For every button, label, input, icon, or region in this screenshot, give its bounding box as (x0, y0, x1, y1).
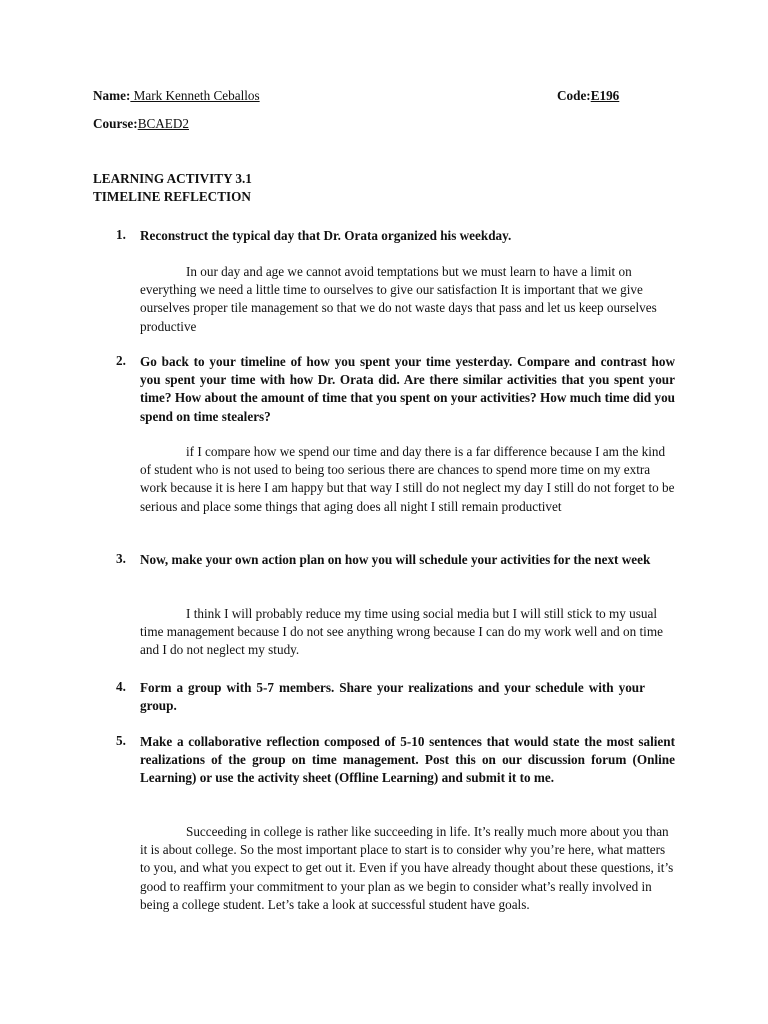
course-value: BCAED2 (137, 116, 189, 131)
activity-subtitle: TIMELINE REFLECTION (93, 189, 251, 204)
question-number: 4. (116, 679, 126, 694)
question-text: Go back to your timeline of how you spent your time yesterday. Compare and contrast how you spent your time with how Dr. Orata did. Are there similar activities that you spent your time? How about the amount of time that you spent on your activities? How much time did you spend on time stealers? (140, 354, 675, 424)
name-field (93, 88, 260, 104)
answer-text: In our day and age we cannot avoid temptations but we must learn to have a limit on everything we need a little time to ourselves to give our satisfaction It is important that we give ourselves proper tile management so that we do not waste days that pass and let us keep ourselves productive (140, 264, 657, 334)
question-text: Reconstruct the typical day that Dr. Orata organized his weekday. (140, 228, 512, 243)
answer-text: I think I will probably reduce my time using social media but I will still stick to my usual time management because I do not see anything wrong because I can do my work well and on time and I do not neglect my study. (140, 606, 663, 658)
course-field (93, 116, 189, 132)
answer-text: if I compare how we spend our time and day there is a far difference because I am the kind of student who is not used to being too serious there are chances to spend more time on my extra work because it is here I am happy but that way I still do not neglect my day I still do not forget to be serious and place some things that aging does all night I still remain productivet (140, 444, 675, 514)
activity-title: LEARNING ACTIVITY 3.1 (93, 171, 252, 186)
question-number: 5. (116, 733, 126, 748)
question-text: Make a collaborative reflection composed of 5-10 sentences that would state the most salient realizations of the group on time management. Post this on our discussion forum (Online Learning) or use the activity sheet (Offline Learning) and submit it to me. (140, 734, 675, 786)
question-text: Form a group with 5-7 members. Share your realizations and your schedule with your group. (140, 680, 645, 714)
code-field (557, 88, 619, 104)
code-label: Code: (557, 88, 591, 103)
name-label: Name: (93, 88, 131, 103)
question-number: 2. (116, 353, 126, 368)
name-value: Mark Kenneth Ceballos (130, 88, 260, 103)
question-number: 1. (116, 227, 126, 242)
answer-text: Succeeding in college is rather like succeeding in life. It’s really much more about you than it is about college. So the most important place to start is to consider why you’re here, what matters to you, and what you expect to get out it. Even if you have already thought about these questions, it’s good to reaffirm your commitment to your plan as we begin to consider what’s really involved in being a college student. Let’s take a look at successful student have goals. (140, 824, 674, 912)
course-label: Course: (93, 116, 138, 131)
question-number: 3. (116, 551, 126, 566)
question-text: Now, make your own action plan on how you will schedule your activities for the next week (140, 552, 651, 567)
code-value: E196 (590, 88, 620, 103)
